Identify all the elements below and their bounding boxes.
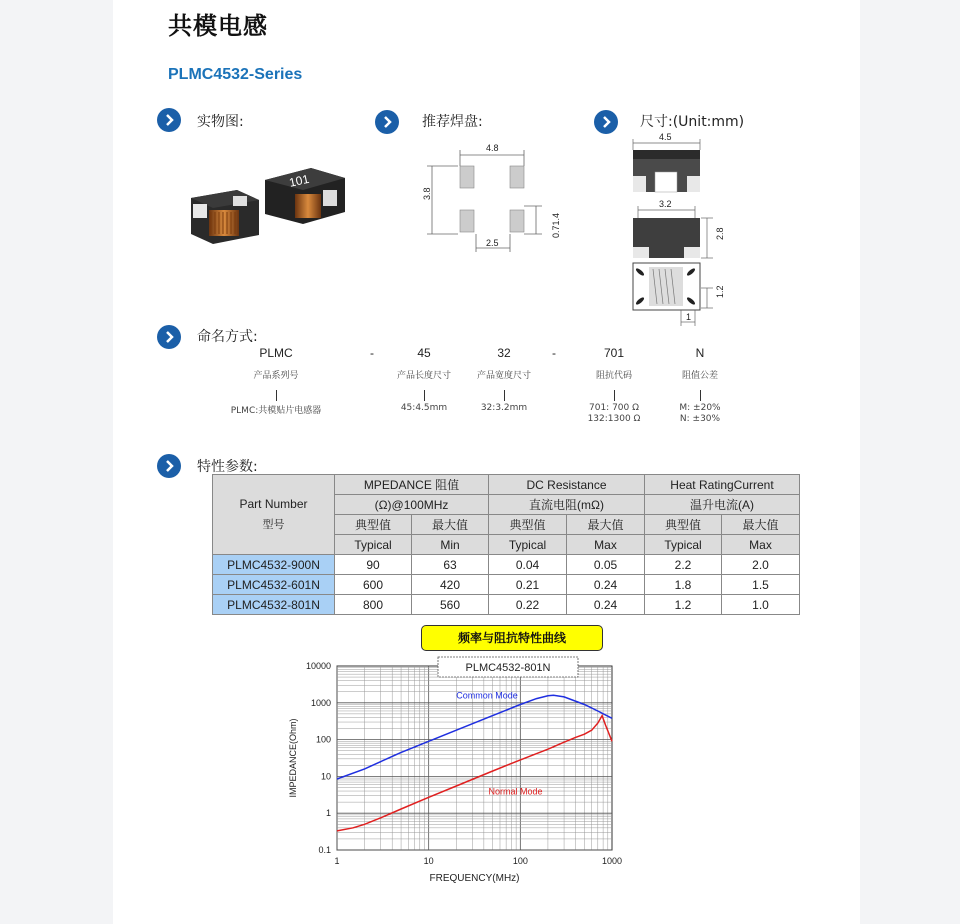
y-tick-label: 10: [320, 771, 331, 782]
naming-label-width: 产品宽度尺寸: [476, 371, 531, 381]
sub-header-en: Max: [567, 535, 645, 555]
pad-width-label: 4.8: [486, 143, 499, 153]
product-marking: 101: [287, 171, 311, 190]
part-number-label: Part Number: [239, 497, 308, 511]
table-cell: 0.24: [567, 575, 645, 595]
y-tick-label: 10000: [305, 661, 331, 671]
x-tick-label: 1000: [601, 856, 623, 866]
pad-size-label: 0.71.4: [551, 212, 561, 238]
series-title: PLMC4532-Series: [168, 66, 303, 83]
naming-connector: [614, 390, 615, 401]
chart-heading: 频率与阻抗特性曲线: [421, 625, 603, 651]
y-tick-label: 1: [325, 808, 331, 819]
sub-header-cn: 最大值: [412, 515, 489, 535]
naming-connector: [424, 390, 425, 401]
row-part-number: PLMC4532-900N: [213, 555, 335, 575]
chevron-right-icon: [375, 110, 399, 134]
table-cell: 1.5: [722, 575, 800, 595]
section-params-label: 特性参数:: [197, 459, 258, 475]
spec-table: [212, 474, 800, 615]
x-tick-label: 100: [512, 856, 528, 866]
naming-label-series: 产品系列号: [253, 371, 299, 381]
current-group-unit: 温升电流(A): [645, 495, 800, 515]
naming-connector: [700, 390, 701, 401]
naming-separator: -: [370, 346, 374, 360]
pad-bottom-right: [510, 210, 524, 232]
sub-header-en: Min: [412, 535, 489, 555]
table-row: [213, 575, 800, 595]
table-cell: 420: [412, 575, 489, 595]
naming-separator: -: [552, 346, 556, 360]
naming-label-impedance: 阻抗代码: [595, 371, 632, 381]
naming-connector: [504, 390, 505, 401]
dim-pad-length-label: 1.2: [715, 285, 725, 298]
naming-desc-tolerance-2: N: ±30%: [679, 414, 721, 424]
table-cell: 90: [335, 555, 412, 575]
x-axis-label: FREQUENCY(MHz): [429, 873, 520, 884]
table-cell: 0.22: [489, 595, 567, 615]
pad-gap-label: 2.5: [486, 238, 499, 248]
current-group-header: Heat RatingCurrent: [645, 475, 800, 495]
dim-pad-width-label: 1: [686, 312, 692, 322]
sub-header-en: Typical: [645, 535, 722, 555]
sub-header-en: Typical: [335, 535, 412, 555]
pad-height-label: 3.8: [422, 187, 432, 200]
naming-desc-impedance-1: 701: 700 Ω: [589, 403, 639, 413]
table-cell: 800: [335, 595, 412, 615]
section-naming-label: 命名方式:: [197, 329, 258, 345]
naming-code-series: PLMC: [259, 346, 293, 360]
chevron-right-icon: [594, 110, 618, 134]
table-cell: 600: [335, 575, 412, 595]
naming-desc-length: 45:4.5mm: [400, 403, 448, 413]
naming-desc-series: PLMC:共模贴片电感器: [230, 406, 322, 416]
table-row: [213, 595, 800, 615]
section-pads-label: 推荐焊盘:: [422, 114, 483, 130]
pad-layout-diagram: [410, 138, 565, 253]
y-tick-label: 1000: [310, 697, 331, 708]
table-cell: 0.24: [567, 595, 645, 615]
x-tick-label: 10: [423, 856, 434, 866]
sub-header-cn: 最大值: [567, 515, 645, 535]
part-number-label-cn: 型号: [262, 518, 285, 531]
table-cell: 2.2: [645, 555, 722, 575]
chart-title: PLMC4532-801N: [465, 662, 551, 674]
y-axis-label: IMPEDANCE(Ohm): [288, 718, 298, 798]
sub-header-cn: 典型值: [489, 515, 567, 535]
dim-width-label: 3.2: [659, 199, 672, 209]
chevron-right-icon: [157, 108, 181, 132]
pad-top-left: [460, 166, 474, 188]
naming-label-length: 产品长度尺寸: [396, 371, 451, 381]
dcr-group-unit: 直流电阻(mΩ): [489, 495, 645, 515]
dim-height-label: 2.8: [715, 227, 725, 240]
row-part-number: PLMC4532-801N: [213, 595, 335, 615]
naming-desc-tolerance-1: M: ±20%: [679, 403, 721, 413]
y-tick-label: 100: [315, 734, 331, 745]
page-title: 共模电感: [168, 12, 268, 40]
naming-code-tolerance: N: [695, 346, 705, 360]
naming-label-tolerance: 阻值公差: [681, 371, 718, 381]
y-tick-label: 0.1: [318, 845, 331, 855]
table-cell: 2.0: [722, 555, 800, 575]
naming-code-length: 45: [417, 346, 431, 360]
series-label-normal-mode: Normal Mode: [488, 786, 543, 797]
impedance-group-header: MPEDANCE 阻值: [335, 475, 489, 495]
impedance-group-unit: (Ω)@100MHz: [335, 495, 489, 515]
sub-header-en: Typical: [489, 535, 567, 555]
table-cell: 0.05: [567, 555, 645, 575]
table-row: [213, 555, 800, 575]
series-label-common-mode: Common Mode: [456, 690, 518, 701]
naming-code-width: 32: [497, 346, 511, 360]
dim-length-label: 4.5: [659, 132, 672, 142]
table-cell: 1.0: [722, 595, 800, 615]
row-part-number: PLMC4532-601N: [213, 575, 335, 595]
table-cell: 560: [412, 595, 489, 615]
naming-desc-impedance-2: 132:1300 Ω: [587, 414, 641, 424]
table-cell: 0.04: [489, 555, 567, 575]
naming-connector: [276, 390, 277, 401]
section-photo-label: 实物图:: [197, 114, 244, 130]
outline-dimension-diagram: [625, 130, 725, 328]
part-number-header: [213, 475, 335, 555]
dcr-group-header: DC Resistance: [489, 475, 645, 495]
x-tick-label: 1: [334, 856, 340, 866]
table-cell: 63: [412, 555, 489, 575]
section-dims-label: 尺寸:(Unit:mm): [640, 114, 745, 130]
pad-bottom-left: [460, 210, 474, 232]
table-cell: 0.21: [489, 575, 567, 595]
table-cell: 1.8: [645, 575, 722, 595]
pad-top-right: [510, 166, 524, 188]
naming-code-impedance: 701: [603, 346, 625, 360]
chevron-right-icon: [157, 454, 181, 478]
sub-header-cn: 典型值: [335, 515, 412, 535]
table-cell: 1.2: [645, 595, 722, 615]
product-photo: [185, 160, 350, 245]
sub-header-en: Max: [722, 535, 800, 555]
chevron-right-icon: [157, 325, 181, 349]
sub-header-cn: 典型值: [645, 515, 722, 535]
impedance-chart: [280, 652, 630, 892]
naming-desc-width: 32:3.2mm: [480, 403, 528, 413]
sub-header-cn: 最大值: [722, 515, 800, 535]
